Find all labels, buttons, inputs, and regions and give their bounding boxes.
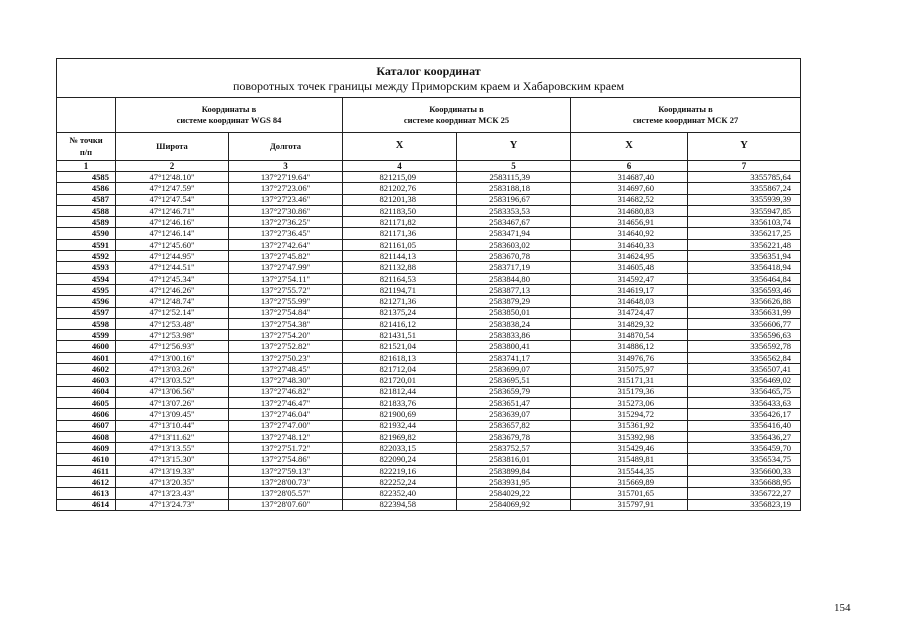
cell-point-number: 4586 bbox=[57, 183, 116, 194]
coordinate-catalog bbox=[56, 58, 800, 511]
cell-x-msk27: 315701,65 bbox=[571, 488, 688, 499]
column-number: 3 bbox=[229, 161, 343, 172]
column-number-row bbox=[57, 161, 801, 172]
cell-x-msk25: 821521,04 bbox=[343, 341, 457, 352]
cell-latitude: 47°13'09.45" bbox=[116, 409, 229, 420]
cell-y-msk27: 3356596,63 bbox=[688, 330, 801, 341]
cell-y-msk27: 3356606,77 bbox=[688, 318, 801, 329]
group-label-line2: системе координат МСК 27 bbox=[632, 115, 739, 125]
cell-latitude: 47°13'06.56" bbox=[116, 386, 229, 397]
cell-latitude: 47°12'46.71" bbox=[116, 205, 229, 216]
cell-x-msk25: 822090,24 bbox=[343, 454, 457, 465]
cell-x-msk25: 822352,40 bbox=[343, 488, 457, 499]
cell-longitude: 137°27'46.82" bbox=[229, 386, 343, 397]
cell-x-msk27: 314829,32 bbox=[571, 318, 688, 329]
group-header-msk27 bbox=[571, 98, 801, 133]
cell-x-msk25: 821183,50 bbox=[343, 205, 457, 216]
cell-point-number: 4598 bbox=[57, 318, 116, 329]
table-row bbox=[57, 251, 801, 262]
column-number: 6 bbox=[571, 161, 688, 172]
cell-y-msk25: 2583899,84 bbox=[457, 465, 571, 476]
cell-point-number: 4587 bbox=[57, 194, 116, 205]
cell-y-msk25: 2583651,47 bbox=[457, 397, 571, 408]
table-row bbox=[57, 420, 801, 431]
cell-x-msk25: 821375,24 bbox=[343, 307, 457, 318]
cell-x-msk27: 314724,47 bbox=[571, 307, 688, 318]
table-row bbox=[57, 172, 801, 183]
cell-point-number: 4591 bbox=[57, 239, 116, 250]
cell-x-msk27: 315179,36 bbox=[571, 386, 688, 397]
cell-longitude: 137°27'54.38" bbox=[229, 318, 343, 329]
cell-x-msk25: 822252,24 bbox=[343, 477, 457, 488]
cell-latitude: 47°12'44.95" bbox=[116, 251, 229, 262]
table-row bbox=[57, 375, 801, 386]
cell-y-msk25: 2583879,29 bbox=[457, 296, 571, 307]
cell-x-msk25: 821164,53 bbox=[343, 273, 457, 284]
cell-y-msk25: 2584069,92 bbox=[457, 499, 571, 510]
table-row bbox=[57, 488, 801, 499]
cell-x-msk25: 821271,36 bbox=[343, 296, 457, 307]
cell-x-msk25: 821618,13 bbox=[343, 352, 457, 363]
cell-latitude: 47°12'46.16" bbox=[116, 217, 229, 228]
group-header-wgs84 bbox=[116, 98, 343, 133]
cell-point-number: 4612 bbox=[57, 477, 116, 488]
cell-x-msk25: 821416,12 bbox=[343, 318, 457, 329]
cell-y-msk27: 3356631,99 bbox=[688, 307, 801, 318]
title-main: Каталог координат bbox=[376, 63, 481, 78]
cell-y-msk25: 2583603,02 bbox=[457, 239, 571, 250]
table-row bbox=[57, 465, 801, 476]
cell-longitude: 137°27'19.64" bbox=[229, 172, 343, 183]
cell-point-number: 4588 bbox=[57, 205, 116, 216]
cell-x-msk27: 314640,33 bbox=[571, 239, 688, 250]
cell-y-msk25: 2583931,95 bbox=[457, 477, 571, 488]
cell-longitude: 137°27'55.99" bbox=[229, 296, 343, 307]
cell-x-msk25: 821194,71 bbox=[343, 284, 457, 295]
cell-x-msk27: 314656,91 bbox=[571, 217, 688, 228]
cell-longitude: 137°27'47.99" bbox=[229, 262, 343, 273]
cell-y-msk25: 2583877,13 bbox=[457, 284, 571, 295]
cell-y-msk25: 2583657,82 bbox=[457, 420, 571, 431]
table-row bbox=[57, 330, 801, 341]
cell-y-msk27: 3356426,17 bbox=[688, 409, 801, 420]
cell-point-number: 4597 bbox=[57, 307, 116, 318]
cell-x-msk27: 314870,54 bbox=[571, 330, 688, 341]
cell-longitude: 137°27'30.86" bbox=[229, 205, 343, 216]
cell-longitude: 137°28'07.60" bbox=[229, 499, 343, 510]
cell-y-msk27: 3356416,40 bbox=[688, 420, 801, 431]
cell-y-msk25: 2583670,78 bbox=[457, 251, 571, 262]
cell-y-msk27: 3356823,19 bbox=[688, 499, 801, 510]
cell-x-msk27: 314624,95 bbox=[571, 251, 688, 262]
table-body bbox=[57, 172, 801, 511]
cell-x-msk27: 314640,92 bbox=[571, 228, 688, 239]
cell-longitude: 137°27'55.72" bbox=[229, 284, 343, 295]
col-header-x-msk27: X bbox=[571, 133, 688, 161]
cell-x-msk25: 821132,88 bbox=[343, 262, 457, 273]
table-title bbox=[57, 59, 801, 98]
group-label-line1: Координаты в bbox=[658, 103, 713, 114]
cell-y-msk27: 3356436,27 bbox=[688, 431, 801, 442]
cell-point-number: 4592 bbox=[57, 251, 116, 262]
cell-y-msk25: 2583471,94 bbox=[457, 228, 571, 239]
cell-y-msk27: 3356688,95 bbox=[688, 477, 801, 488]
cell-x-msk27: 315392,98 bbox=[571, 431, 688, 442]
cell-x-msk27: 314886,12 bbox=[571, 341, 688, 352]
cell-latitude: 47°12'44.51" bbox=[116, 262, 229, 273]
cell-y-msk25: 2583833,86 bbox=[457, 330, 571, 341]
cell-longitude: 137°27'52.82" bbox=[229, 341, 343, 352]
cell-y-msk25: 2583196,67 bbox=[457, 194, 571, 205]
corner-cell bbox=[57, 98, 116, 133]
cell-x-msk25: 821833,76 bbox=[343, 397, 457, 408]
cell-y-msk27: 3356562,84 bbox=[688, 352, 801, 363]
cell-point-number: 4611 bbox=[57, 465, 116, 476]
cell-point-number: 4589 bbox=[57, 217, 116, 228]
cell-y-msk27: 3355947,85 bbox=[688, 205, 801, 216]
cell-latitude: 47°13'07.26" bbox=[116, 397, 229, 408]
cell-x-msk25: 822033,15 bbox=[343, 443, 457, 454]
cell-longitude: 137°27'54.86" bbox=[229, 454, 343, 465]
cell-point-number: 4608 bbox=[57, 431, 116, 442]
cell-y-msk27: 3356433,63 bbox=[688, 397, 801, 408]
table-row bbox=[57, 307, 801, 318]
cell-y-msk25: 2584029,22 bbox=[457, 488, 571, 499]
cell-x-msk27: 314687,40 bbox=[571, 172, 688, 183]
table-row bbox=[57, 409, 801, 420]
cell-y-msk25: 2583695,51 bbox=[457, 375, 571, 386]
cell-x-msk25: 822394,58 bbox=[343, 499, 457, 510]
cell-longitude: 137°27'36.25" bbox=[229, 217, 343, 228]
cell-point-number: 4602 bbox=[57, 364, 116, 375]
cell-latitude: 47°12'52.14" bbox=[116, 307, 229, 318]
cell-y-msk25: 2583699,07 bbox=[457, 364, 571, 375]
cell-longitude: 137°27'54.84" bbox=[229, 307, 343, 318]
cell-longitude: 137°27'42.64" bbox=[229, 239, 343, 250]
cell-point-number: 4585 bbox=[57, 172, 116, 183]
cell-x-msk25: 822219,16 bbox=[343, 465, 457, 476]
cell-y-msk25: 2583717,19 bbox=[457, 262, 571, 273]
cell-longitude: 137°27'46.04" bbox=[229, 409, 343, 420]
cell-latitude: 47°13'10.44" bbox=[116, 420, 229, 431]
table-row bbox=[57, 205, 801, 216]
cell-x-msk25: 821215,09 bbox=[343, 172, 457, 183]
cell-x-msk25: 821171,36 bbox=[343, 228, 457, 239]
cell-y-msk27: 3356221,48 bbox=[688, 239, 801, 250]
cell-x-msk27: 314976,76 bbox=[571, 352, 688, 363]
cell-point-number: 4590 bbox=[57, 228, 116, 239]
cell-x-msk27: 314648,03 bbox=[571, 296, 688, 307]
cell-latitude: 47°13'11.62" bbox=[116, 431, 229, 442]
cell-x-msk25: 821720,01 bbox=[343, 375, 457, 386]
cell-latitude: 47°12'53.98" bbox=[116, 330, 229, 341]
cell-y-msk27: 3356217,25 bbox=[688, 228, 801, 239]
cell-point-number: 4596 bbox=[57, 296, 116, 307]
cell-point-number: 4614 bbox=[57, 499, 116, 510]
cell-longitude: 137°27'46.47" bbox=[229, 397, 343, 408]
cell-latitude: 47°13'24.73" bbox=[116, 499, 229, 510]
cell-x-msk27: 315273,06 bbox=[571, 397, 688, 408]
table-row bbox=[57, 239, 801, 250]
cell-point-number: 4604 bbox=[57, 386, 116, 397]
cell-longitude: 137°27'47.00" bbox=[229, 420, 343, 431]
cell-y-msk27: 3356465,75 bbox=[688, 386, 801, 397]
cell-y-msk27: 3356534,75 bbox=[688, 454, 801, 465]
col-header-point bbox=[57, 133, 116, 161]
table-row bbox=[57, 443, 801, 454]
col-header-longitude: Долгота bbox=[229, 133, 343, 161]
cell-y-msk25: 2583752,57 bbox=[457, 443, 571, 454]
cell-x-msk25: 821712,04 bbox=[343, 364, 457, 375]
cell-x-msk27: 315294,72 bbox=[571, 409, 688, 420]
cell-point-number: 4603 bbox=[57, 375, 116, 386]
cell-longitude: 137°27'51.72" bbox=[229, 443, 343, 454]
group-label-line1: Координаты в bbox=[201, 103, 257, 114]
cell-latitude: 47°12'56.93" bbox=[116, 341, 229, 352]
table-row bbox=[57, 431, 801, 442]
cell-longitude: 137°27'48.30" bbox=[229, 375, 343, 386]
col-header-y-msk25: Y bbox=[457, 133, 571, 161]
cell-latitude: 47°13'00.16" bbox=[116, 352, 229, 363]
cell-longitude: 137°27'50.23" bbox=[229, 352, 343, 363]
table-row bbox=[57, 183, 801, 194]
table-row bbox=[57, 296, 801, 307]
cell-point-number: 4609 bbox=[57, 443, 116, 454]
cell-x-msk27: 314697,60 bbox=[571, 183, 688, 194]
column-number: 7 bbox=[688, 161, 801, 172]
cell-y-msk25: 2583188,18 bbox=[457, 183, 571, 194]
cell-y-msk25: 2583850,01 bbox=[457, 307, 571, 318]
cell-y-msk25: 2583353,53 bbox=[457, 205, 571, 216]
cell-longitude: 137°27'48.45" bbox=[229, 364, 343, 375]
cell-x-msk25: 821144,13 bbox=[343, 251, 457, 262]
table-row bbox=[57, 364, 801, 375]
cell-x-msk27: 315361,92 bbox=[571, 420, 688, 431]
cell-y-msk27: 3356418,94 bbox=[688, 262, 801, 273]
cell-y-msk25: 2583659,79 bbox=[457, 386, 571, 397]
cell-latitude: 47°12'47.54" bbox=[116, 194, 229, 205]
cell-x-msk27: 315669,89 bbox=[571, 477, 688, 488]
cell-x-msk25: 821812,44 bbox=[343, 386, 457, 397]
cell-latitude: 47°13'15.30" bbox=[116, 454, 229, 465]
cell-latitude: 47°12'46.14" bbox=[116, 228, 229, 239]
cell-y-msk25: 2583838,24 bbox=[457, 318, 571, 329]
cell-x-msk25: 821201,38 bbox=[343, 194, 457, 205]
cell-y-msk25: 2583115,39 bbox=[457, 172, 571, 183]
cell-longitude: 137°27'23.06" bbox=[229, 183, 343, 194]
cell-y-msk27: 3356103,74 bbox=[688, 217, 801, 228]
table-row bbox=[57, 194, 801, 205]
cell-x-msk27: 315489,81 bbox=[571, 454, 688, 465]
page-number: 154 bbox=[834, 602, 851, 614]
cell-x-msk27: 315797,91 bbox=[571, 499, 688, 510]
cell-x-msk27: 314592,47 bbox=[571, 273, 688, 284]
cell-latitude: 47°13'03.52" bbox=[116, 375, 229, 386]
cell-latitude: 47°12'45.34" bbox=[116, 273, 229, 284]
cell-x-msk25: 821932,44 bbox=[343, 420, 457, 431]
cell-x-msk27: 314605,48 bbox=[571, 262, 688, 273]
table-row bbox=[57, 341, 801, 352]
cell-x-msk27: 314680,83 bbox=[571, 205, 688, 216]
cell-y-msk25: 2583639,07 bbox=[457, 409, 571, 420]
cell-point-number: 4593 bbox=[57, 262, 116, 273]
cell-x-msk25: 821431,51 bbox=[343, 330, 457, 341]
cell-point-number: 4594 bbox=[57, 273, 116, 284]
cell-latitude: 47°13'03.26" bbox=[116, 364, 229, 375]
cell-y-msk25: 2583844,80 bbox=[457, 273, 571, 284]
cell-point-number: 4607 bbox=[57, 420, 116, 431]
table-row bbox=[57, 386, 801, 397]
table-row bbox=[57, 477, 801, 488]
group-label-line2: системе координат WGS 84 bbox=[176, 115, 282, 125]
cell-y-msk27: 3356459,70 bbox=[688, 443, 801, 454]
cell-longitude: 137°27'48.12" bbox=[229, 431, 343, 442]
cell-y-msk27: 3356464,84 bbox=[688, 273, 801, 284]
cell-y-msk27: 3356722,27 bbox=[688, 488, 801, 499]
table-row bbox=[57, 352, 801, 363]
cell-y-msk27: 3356507,41 bbox=[688, 364, 801, 375]
cell-longitude: 137°28'00.73" bbox=[229, 477, 343, 488]
cell-x-msk25: 821969,82 bbox=[343, 431, 457, 442]
cell-longitude: 137°28'05.57" bbox=[229, 488, 343, 499]
cell-longitude: 137°27'54.20" bbox=[229, 330, 343, 341]
cell-point-number: 4610 bbox=[57, 454, 116, 465]
cell-longitude: 137°27'54.11" bbox=[229, 273, 343, 284]
cell-x-msk27: 315075,97 bbox=[571, 364, 688, 375]
cell-y-msk27: 3356351,94 bbox=[688, 251, 801, 262]
cell-latitude: 47°12'48.10" bbox=[116, 172, 229, 183]
column-number: 4 bbox=[343, 161, 457, 172]
cell-y-msk25: 2583679,78 bbox=[457, 431, 571, 442]
cell-longitude: 137°27'45.82" bbox=[229, 251, 343, 262]
table-row bbox=[57, 217, 801, 228]
col-header-point-line2: п/п bbox=[79, 146, 93, 157]
cell-point-number: 4605 bbox=[57, 397, 116, 408]
table-row bbox=[57, 284, 801, 295]
cell-x-msk27: 315544,35 bbox=[571, 465, 688, 476]
cell-x-msk25: 821202,76 bbox=[343, 183, 457, 194]
cell-point-number: 4601 bbox=[57, 352, 116, 363]
group-label-line1: Координаты в bbox=[429, 103, 484, 114]
group-label-line2: системе координат МСК 25 bbox=[403, 115, 510, 125]
cell-longitude: 137°27'23.46" bbox=[229, 194, 343, 205]
cell-y-msk27: 3356600,33 bbox=[688, 465, 801, 476]
column-number: 2 bbox=[116, 161, 229, 172]
cell-x-msk27: 315171,31 bbox=[571, 375, 688, 386]
cell-x-msk25: 821171,82 bbox=[343, 217, 457, 228]
cell-longitude: 137°27'36.45" bbox=[229, 228, 343, 239]
table-row bbox=[57, 228, 801, 239]
cell-y-msk27: 3355785,64 bbox=[688, 172, 801, 183]
table-row bbox=[57, 318, 801, 329]
table-row bbox=[57, 262, 801, 273]
cell-y-msk25: 2583816,01 bbox=[457, 454, 571, 465]
cell-latitude: 47°12'45.60" bbox=[116, 239, 229, 250]
cell-longitude: 137°27'59.13" bbox=[229, 465, 343, 476]
cell-x-msk27: 314619,17 bbox=[571, 284, 688, 295]
cell-y-msk27: 3356592,78 bbox=[688, 341, 801, 352]
cell-x-msk27: 315429,46 bbox=[571, 443, 688, 454]
cell-point-number: 4613 bbox=[57, 488, 116, 499]
cell-y-msk25: 2583741,17 bbox=[457, 352, 571, 363]
column-number: 5 bbox=[457, 161, 571, 172]
col-header-latitude: Широта bbox=[116, 133, 229, 161]
cell-y-msk25: 2583800,41 bbox=[457, 341, 571, 352]
table-row bbox=[57, 499, 801, 510]
cell-y-msk27: 3356593,46 bbox=[688, 284, 801, 295]
group-header-msk25 bbox=[343, 98, 571, 133]
cell-point-number: 4595 bbox=[57, 284, 116, 295]
cell-y-msk25: 2583467,67 bbox=[457, 217, 571, 228]
column-number: 1 bbox=[57, 161, 116, 172]
cell-latitude: 47°13'23.43" bbox=[116, 488, 229, 499]
title-subtitle: поворотных точек границы между Приморским краем и Хабаровским краем bbox=[233, 78, 625, 93]
cell-latitude: 47°12'53.48" bbox=[116, 318, 229, 329]
col-header-point-line1: № точки bbox=[69, 135, 103, 146]
cell-point-number: 4606 bbox=[57, 409, 116, 420]
cell-x-msk25: 821161,05 bbox=[343, 239, 457, 250]
cell-y-msk27: 3356469,02 bbox=[688, 375, 801, 386]
cell-y-msk27: 3355939,39 bbox=[688, 194, 801, 205]
table-row bbox=[57, 397, 801, 408]
table-row bbox=[57, 454, 801, 465]
cell-y-msk27: 3355867,24 bbox=[688, 183, 801, 194]
table-row bbox=[57, 273, 801, 284]
coordinate-table bbox=[56, 58, 801, 511]
cell-latitude: 47°13'19.33" bbox=[116, 465, 229, 476]
col-header-x-msk25: X bbox=[343, 133, 457, 161]
cell-x-msk25: 821900,69 bbox=[343, 409, 457, 420]
cell-latitude: 47°12'48.74" bbox=[116, 296, 229, 307]
cell-latitude: 47°13'20.35" bbox=[116, 477, 229, 488]
cell-x-msk27: 314682,52 bbox=[571, 194, 688, 205]
cell-latitude: 47°12'46.26" bbox=[116, 284, 229, 295]
col-header-y-msk27: Y bbox=[688, 133, 801, 161]
cell-latitude: 47°13'13.55" bbox=[116, 443, 229, 454]
cell-point-number: 4599 bbox=[57, 330, 116, 341]
cell-point-number: 4600 bbox=[57, 341, 116, 352]
cell-latitude: 47°12'47.59" bbox=[116, 183, 229, 194]
cell-y-msk27: 3356626,88 bbox=[688, 296, 801, 307]
